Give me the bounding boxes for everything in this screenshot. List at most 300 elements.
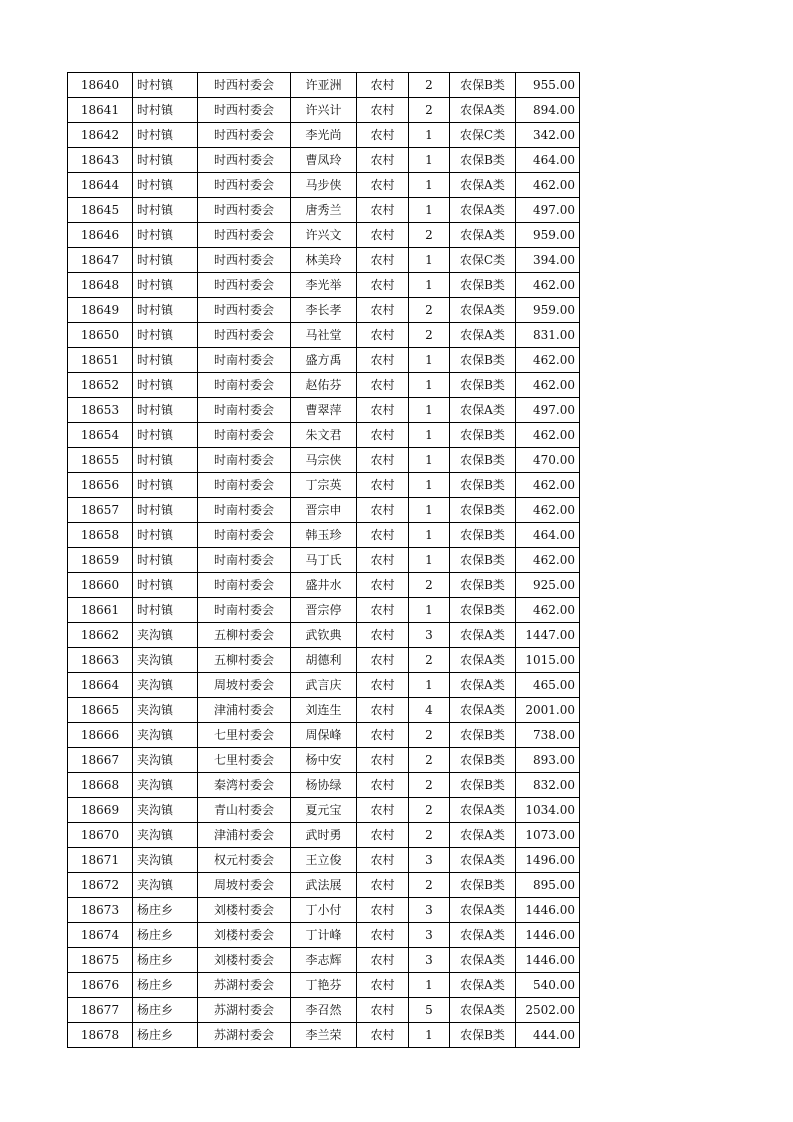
person-count-cell: 1 <box>409 973 450 998</box>
town-cell: 时村镇 <box>133 248 198 273</box>
insurance-category-cell: 农保B类 <box>450 73 516 98</box>
table-row <box>68 123 580 148</box>
table-row <box>68 498 580 523</box>
town-cell: 夹沟镇 <box>133 648 198 673</box>
village-committee-cell: 时西村委会 <box>198 298 291 323</box>
amount-cell: 2001.00 <box>516 698 580 723</box>
household-type-cell: 农村 <box>357 373 409 398</box>
town-cell: 时村镇 <box>133 198 198 223</box>
town-cell: 夹沟镇 <box>133 823 198 848</box>
table-row <box>68 698 580 723</box>
amount-cell: 462.00 <box>516 348 580 373</box>
amount-cell: 462.00 <box>516 173 580 198</box>
amount-cell: 831.00 <box>516 323 580 348</box>
household-type-cell: 农村 <box>357 98 409 123</box>
person-count-cell: 2 <box>409 873 450 898</box>
village-committee-cell: 时南村委会 <box>198 573 291 598</box>
name-cell: 武钦典 <box>291 623 357 648</box>
insurance-category-cell: 农保A类 <box>450 698 516 723</box>
village-committee-cell: 苏湖村委会 <box>198 973 291 998</box>
household-type-cell: 农村 <box>357 823 409 848</box>
town-cell: 杨庄乡 <box>133 998 198 1023</box>
village-committee-cell: 时南村委会 <box>198 523 291 548</box>
amount-cell: 540.00 <box>516 973 580 998</box>
amount-cell: 465.00 <box>516 673 580 698</box>
village-committee-cell: 时西村委会 <box>198 273 291 298</box>
name-cell: 盛方禹 <box>291 348 357 373</box>
town-cell: 夹沟镇 <box>133 623 198 648</box>
insurance-category-cell: 农保A类 <box>450 623 516 648</box>
person-count-cell: 2 <box>409 223 450 248</box>
village-committee-cell: 秦湾村委会 <box>198 773 291 798</box>
town-cell: 时村镇 <box>133 523 198 548</box>
town-cell: 时村镇 <box>133 348 198 373</box>
insurance-category-cell: 农保B类 <box>450 573 516 598</box>
household-type-cell: 农村 <box>357 198 409 223</box>
person-count-cell: 2 <box>409 723 450 748</box>
insurance-category-cell: 农保A类 <box>450 998 516 1023</box>
table-row <box>68 198 580 223</box>
household-type-cell: 农村 <box>357 123 409 148</box>
name-cell: 李召然 <box>291 998 357 1023</box>
household-type-cell: 农村 <box>357 998 409 1023</box>
table-row <box>68 673 580 698</box>
name-cell: 马步侠 <box>291 173 357 198</box>
household-type-cell: 农村 <box>357 273 409 298</box>
record-id-cell: 18675 <box>68 948 133 973</box>
insurance-category-cell: 农保A类 <box>450 973 516 998</box>
name-cell: 武法展 <box>291 873 357 898</box>
household-type-cell: 农村 <box>357 598 409 623</box>
household-type-cell: 农村 <box>357 723 409 748</box>
town-cell: 夹沟镇 <box>133 673 198 698</box>
table-row <box>68 173 580 198</box>
record-id-cell: 18678 <box>68 1023 133 1048</box>
name-cell: 夏元宝 <box>291 798 357 823</box>
town-cell: 杨庄乡 <box>133 898 198 923</box>
person-count-cell: 1 <box>409 198 450 223</box>
town-cell: 时村镇 <box>133 498 198 523</box>
town-cell: 夹沟镇 <box>133 773 198 798</box>
person-count-cell: 2 <box>409 98 450 123</box>
record-id-cell: 18641 <box>68 98 133 123</box>
person-count-cell: 2 <box>409 573 450 598</box>
record-id-cell: 18677 <box>68 998 133 1023</box>
name-cell: 丁艳芬 <box>291 973 357 998</box>
village-committee-cell: 周坡村委会 <box>198 873 291 898</box>
table-row <box>68 623 580 648</box>
household-type-cell: 农村 <box>357 148 409 173</box>
town-cell: 夹沟镇 <box>133 748 198 773</box>
table-row <box>68 573 580 598</box>
household-type-cell: 农村 <box>357 573 409 598</box>
record-id-cell: 18664 <box>68 673 133 698</box>
record-id-cell: 18649 <box>68 298 133 323</box>
village-committee-cell: 青山村委会 <box>198 798 291 823</box>
village-committee-cell: 时南村委会 <box>198 473 291 498</box>
village-committee-cell: 津浦村委会 <box>198 823 291 848</box>
name-cell: 唐秀兰 <box>291 198 357 223</box>
person-count-cell: 4 <box>409 698 450 723</box>
record-id-cell: 18672 <box>68 873 133 898</box>
insurance-category-cell: 农保A类 <box>450 673 516 698</box>
person-count-cell: 1 <box>409 448 450 473</box>
village-committee-cell: 七里村委会 <box>198 723 291 748</box>
amount-cell: 462.00 <box>516 373 580 398</box>
household-type-cell: 农村 <box>357 673 409 698</box>
person-count-cell: 1 <box>409 523 450 548</box>
table-row <box>68 998 580 1023</box>
insurance-category-cell: 农保A类 <box>450 948 516 973</box>
name-cell: 丁宗英 <box>291 473 357 498</box>
name-cell: 杨协绿 <box>291 773 357 798</box>
town-cell: 时村镇 <box>133 573 198 598</box>
person-count-cell: 2 <box>409 773 450 798</box>
records-table-body <box>68 73 580 1048</box>
name-cell: 朱文君 <box>291 423 357 448</box>
person-count-cell: 2 <box>409 748 450 773</box>
village-committee-cell: 时西村委会 <box>198 148 291 173</box>
insurance-category-cell: 农保B类 <box>450 523 516 548</box>
table-row <box>68 548 580 573</box>
table-row <box>68 248 580 273</box>
table-row <box>68 523 580 548</box>
insurance-category-cell: 农保B类 <box>450 373 516 398</box>
person-count-cell: 2 <box>409 798 450 823</box>
name-cell: 晋宗申 <box>291 498 357 523</box>
household-type-cell: 农村 <box>357 298 409 323</box>
insurance-category-cell: 农保A类 <box>450 198 516 223</box>
record-id-cell: 18659 <box>68 548 133 573</box>
village-committee-cell: 津浦村委会 <box>198 698 291 723</box>
village-committee-cell: 时西村委会 <box>198 123 291 148</box>
insurance-category-cell: 农保B类 <box>450 348 516 373</box>
name-cell: 李志辉 <box>291 948 357 973</box>
town-cell: 夹沟镇 <box>133 723 198 748</box>
record-id-cell: 18646 <box>68 223 133 248</box>
person-count-cell: 3 <box>409 923 450 948</box>
name-cell: 赵佑芬 <box>291 373 357 398</box>
insurance-category-cell: 农保C类 <box>450 123 516 148</box>
town-cell: 时村镇 <box>133 598 198 623</box>
town-cell: 杨庄乡 <box>133 1023 198 1048</box>
name-cell: 武言庆 <box>291 673 357 698</box>
table-row <box>68 748 580 773</box>
household-type-cell: 农村 <box>357 623 409 648</box>
name-cell: 许兴计 <box>291 98 357 123</box>
village-committee-cell: 时西村委会 <box>198 173 291 198</box>
village-committee-cell: 苏湖村委会 <box>198 1023 291 1048</box>
table-row <box>68 223 580 248</box>
table-row <box>68 648 580 673</box>
name-cell: 胡德利 <box>291 648 357 673</box>
household-type-cell: 农村 <box>357 548 409 573</box>
village-committee-cell: 时南村委会 <box>198 348 291 373</box>
insurance-category-cell: 农保C类 <box>450 248 516 273</box>
name-cell: 周保峰 <box>291 723 357 748</box>
insurance-category-cell: 农保A类 <box>450 898 516 923</box>
person-count-cell: 1 <box>409 423 450 448</box>
record-id-cell: 18644 <box>68 173 133 198</box>
insurance-category-cell: 农保B类 <box>450 498 516 523</box>
name-cell: 许亚洲 <box>291 73 357 98</box>
amount-cell: 894.00 <box>516 98 580 123</box>
person-count-cell: 2 <box>409 73 450 98</box>
name-cell: 丁小付 <box>291 898 357 923</box>
amount-cell: 444.00 <box>516 1023 580 1048</box>
village-committee-cell: 刘楼村委会 <box>198 948 291 973</box>
insurance-category-cell: 农保A类 <box>450 98 516 123</box>
village-committee-cell: 刘楼村委会 <box>198 923 291 948</box>
amount-cell: 462.00 <box>516 273 580 298</box>
name-cell: 王立俊 <box>291 848 357 873</box>
name-cell: 李光举 <box>291 273 357 298</box>
table-row <box>68 423 580 448</box>
record-id-cell: 18655 <box>68 448 133 473</box>
town-cell: 时村镇 <box>133 148 198 173</box>
person-count-cell: 1 <box>409 398 450 423</box>
amount-cell: 394.00 <box>516 248 580 273</box>
amount-cell: 1015.00 <box>516 648 580 673</box>
record-id-cell: 18668 <box>68 773 133 798</box>
table-row <box>68 1023 580 1048</box>
amount-cell: 738.00 <box>516 723 580 748</box>
village-committee-cell: 时西村委会 <box>198 248 291 273</box>
household-type-cell: 农村 <box>357 748 409 773</box>
amount-cell: 1446.00 <box>516 948 580 973</box>
record-id-cell: 18651 <box>68 348 133 373</box>
village-committee-cell: 时南村委会 <box>198 548 291 573</box>
town-cell: 时村镇 <box>133 473 198 498</box>
table-row <box>68 348 580 373</box>
record-id-cell: 18661 <box>68 598 133 623</box>
amount-cell: 893.00 <box>516 748 580 773</box>
insurance-category-cell: 农保B类 <box>450 473 516 498</box>
insurance-category-cell: 农保A类 <box>450 173 516 198</box>
amount-cell: 462.00 <box>516 548 580 573</box>
record-id-cell: 18669 <box>68 798 133 823</box>
household-type-cell: 农村 <box>357 898 409 923</box>
person-count-cell: 1 <box>409 548 450 573</box>
record-id-cell: 18654 <box>68 423 133 448</box>
name-cell: 李长孝 <box>291 298 357 323</box>
name-cell: 曹凤玲 <box>291 148 357 173</box>
person-count-cell: 1 <box>409 148 450 173</box>
person-count-cell: 3 <box>409 898 450 923</box>
amount-cell: 1446.00 <box>516 923 580 948</box>
record-id-cell: 18673 <box>68 898 133 923</box>
amount-cell: 959.00 <box>516 223 580 248</box>
insurance-category-cell: 农保B类 <box>450 448 516 473</box>
amount-cell: 1447.00 <box>516 623 580 648</box>
person-count-cell: 2 <box>409 298 450 323</box>
insurance-category-cell: 农保A类 <box>450 223 516 248</box>
table-row <box>68 373 580 398</box>
village-committee-cell: 时西村委会 <box>198 223 291 248</box>
person-count-cell: 1 <box>409 273 450 298</box>
village-committee-cell: 时南村委会 <box>198 373 291 398</box>
town-cell: 时村镇 <box>133 548 198 573</box>
town-cell: 时村镇 <box>133 423 198 448</box>
amount-cell: 959.00 <box>516 298 580 323</box>
insurance-category-cell: 农保A类 <box>450 298 516 323</box>
name-cell: 杨中安 <box>291 748 357 773</box>
table-row <box>68 723 580 748</box>
amount-cell: 1034.00 <box>516 798 580 823</box>
record-id-cell: 18676 <box>68 973 133 998</box>
table-row <box>68 848 580 873</box>
record-id-cell: 18662 <box>68 623 133 648</box>
village-committee-cell: 时南村委会 <box>198 448 291 473</box>
table-row <box>68 398 580 423</box>
household-type-cell: 农村 <box>357 1023 409 1048</box>
person-count-cell: 2 <box>409 648 450 673</box>
record-id-cell: 18665 <box>68 698 133 723</box>
insurance-category-cell: 农保A类 <box>450 798 516 823</box>
household-type-cell: 农村 <box>357 973 409 998</box>
record-id-cell: 18671 <box>68 848 133 873</box>
table-row <box>68 473 580 498</box>
insurance-category-cell: 农保A类 <box>450 923 516 948</box>
person-count-cell: 3 <box>409 848 450 873</box>
person-count-cell: 1 <box>409 598 450 623</box>
insurance-category-cell: 农保B类 <box>450 273 516 298</box>
household-type-cell: 农村 <box>357 248 409 273</box>
town-cell: 时村镇 <box>133 173 198 198</box>
household-type-cell: 农村 <box>357 448 409 473</box>
person-count-cell: 1 <box>409 673 450 698</box>
village-committee-cell: 权元村委会 <box>198 848 291 873</box>
household-type-cell: 农村 <box>357 473 409 498</box>
table-row <box>68 873 580 898</box>
name-cell: 李兰荣 <box>291 1023 357 1048</box>
village-committee-cell: 五柳村委会 <box>198 623 291 648</box>
town-cell: 夹沟镇 <box>133 798 198 823</box>
name-cell: 丁计峰 <box>291 923 357 948</box>
insurance-category-cell: 农保B类 <box>450 873 516 898</box>
record-id-cell: 18667 <box>68 748 133 773</box>
town-cell: 夹沟镇 <box>133 848 198 873</box>
amount-cell: 462.00 <box>516 473 580 498</box>
amount-cell: 462.00 <box>516 498 580 523</box>
table-row <box>68 298 580 323</box>
name-cell: 盛井水 <box>291 573 357 598</box>
record-id-cell: 18652 <box>68 373 133 398</box>
name-cell: 许兴文 <box>291 223 357 248</box>
record-id-cell: 18663 <box>68 648 133 673</box>
village-committee-cell: 刘楼村委会 <box>198 898 291 923</box>
name-cell: 马社堂 <box>291 323 357 348</box>
record-id-cell: 18640 <box>68 73 133 98</box>
table-row <box>68 823 580 848</box>
household-type-cell: 农村 <box>357 773 409 798</box>
amount-cell: 462.00 <box>516 598 580 623</box>
insurance-category-cell: 农保B类 <box>450 548 516 573</box>
amount-cell: 895.00 <box>516 873 580 898</box>
insurance-category-cell: 农保B类 <box>450 148 516 173</box>
town-cell: 夹沟镇 <box>133 873 198 898</box>
village-committee-cell: 时西村委会 <box>198 73 291 98</box>
amount-cell: 2502.00 <box>516 998 580 1023</box>
table-row <box>68 323 580 348</box>
record-id-cell: 18653 <box>68 398 133 423</box>
record-id-cell: 18660 <box>68 573 133 598</box>
person-count-cell: 1 <box>409 123 450 148</box>
record-id-cell: 18650 <box>68 323 133 348</box>
record-id-cell: 18657 <box>68 498 133 523</box>
insurance-category-cell: 农保A类 <box>450 823 516 848</box>
town-cell: 时村镇 <box>133 448 198 473</box>
person-count-cell: 1 <box>409 498 450 523</box>
insurance-category-cell: 农保B类 <box>450 1023 516 1048</box>
name-cell: 刘连生 <box>291 698 357 723</box>
insurance-category-cell: 农保B类 <box>450 773 516 798</box>
insurance-category-cell: 农保A类 <box>450 323 516 348</box>
town-cell: 杨庄乡 <box>133 923 198 948</box>
record-id-cell: 18674 <box>68 923 133 948</box>
record-id-cell: 18670 <box>68 823 133 848</box>
village-committee-cell: 时南村委会 <box>198 398 291 423</box>
household-type-cell: 农村 <box>357 873 409 898</box>
name-cell: 晋宗停 <box>291 598 357 623</box>
name-cell: 林美玲 <box>291 248 357 273</box>
record-id-cell: 18642 <box>68 123 133 148</box>
person-count-cell: 2 <box>409 323 450 348</box>
name-cell: 马丁氏 <box>291 548 357 573</box>
town-cell: 时村镇 <box>133 223 198 248</box>
household-type-cell: 农村 <box>357 398 409 423</box>
village-committee-cell: 时西村委会 <box>198 323 291 348</box>
village-committee-cell: 时西村委会 <box>198 198 291 223</box>
amount-cell: 1446.00 <box>516 898 580 923</box>
village-committee-cell: 时西村委会 <box>198 98 291 123</box>
household-type-cell: 农村 <box>357 948 409 973</box>
town-cell: 时村镇 <box>133 273 198 298</box>
table-row <box>68 148 580 173</box>
insurance-category-cell: 农保A类 <box>450 648 516 673</box>
village-committee-cell: 时南村委会 <box>198 423 291 448</box>
village-committee-cell: 时南村委会 <box>198 498 291 523</box>
person-count-cell: 5 <box>409 998 450 1023</box>
name-cell: 曹翠萍 <box>291 398 357 423</box>
amount-cell: 464.00 <box>516 148 580 173</box>
table-row <box>68 898 580 923</box>
amount-cell: 470.00 <box>516 448 580 473</box>
town-cell: 时村镇 <box>133 98 198 123</box>
table-row <box>68 773 580 798</box>
town-cell: 时村镇 <box>133 398 198 423</box>
amount-cell: 497.00 <box>516 398 580 423</box>
person-count-cell: 1 <box>409 473 450 498</box>
household-type-cell: 农村 <box>357 348 409 373</box>
table-row <box>68 598 580 623</box>
town-cell: 夹沟镇 <box>133 698 198 723</box>
insurance-category-cell: 农保B类 <box>450 598 516 623</box>
amount-cell: 462.00 <box>516 423 580 448</box>
person-count-cell: 3 <box>409 623 450 648</box>
insurance-category-cell: 农保B类 <box>450 748 516 773</box>
household-type-cell: 农村 <box>357 648 409 673</box>
amount-cell: 955.00 <box>516 73 580 98</box>
household-type-cell: 农村 <box>357 423 409 448</box>
household-type-cell: 农村 <box>357 798 409 823</box>
amount-cell: 342.00 <box>516 123 580 148</box>
household-type-cell: 农村 <box>357 698 409 723</box>
record-id-cell: 18658 <box>68 523 133 548</box>
amount-cell: 464.00 <box>516 523 580 548</box>
insurance-category-cell: 农保A类 <box>450 848 516 873</box>
table-row <box>68 73 580 98</box>
